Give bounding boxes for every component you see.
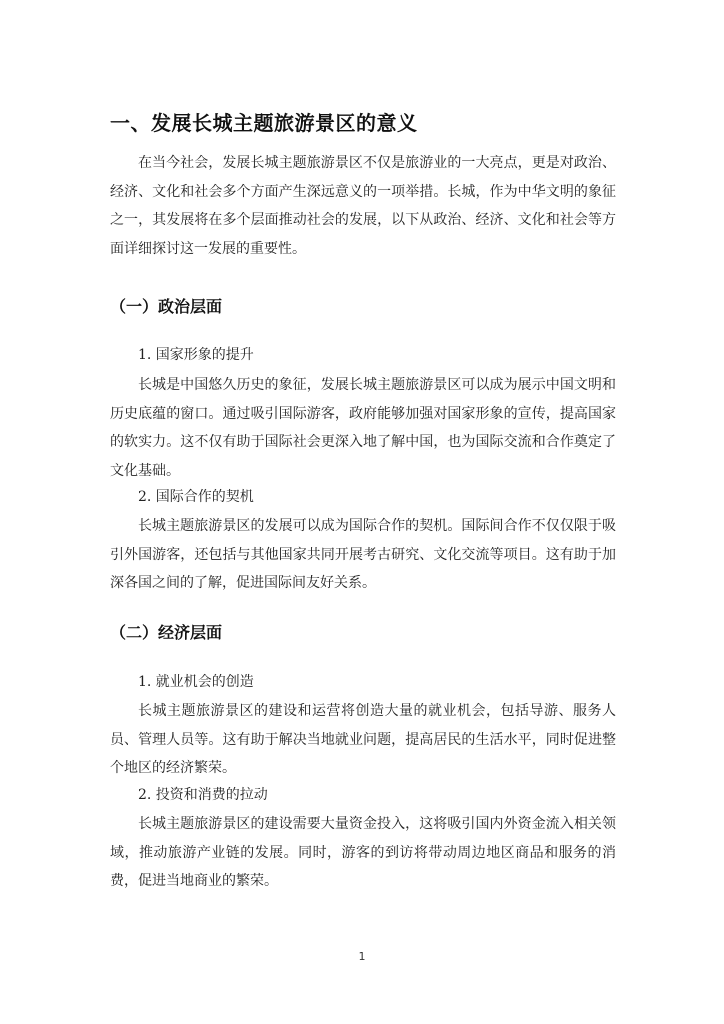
paragraph-international-cooperation: 长城主题旅游景区的发展可以成为国际合作的契机。国际间合作不仅仅限于吸引外国游客，还包括与其他国家共同开展考古研究、文化交流等项目。这有助于加深各国之间的了解，促进国际间友好关系。 bbox=[110, 518, 616, 591]
subheading-employment: 1. 就业机会的创造 bbox=[138, 674, 254, 690]
page-title: 一、发展长城主题旅游景区的意义 bbox=[110, 111, 418, 135]
subheading-investment: 2. 投资和消费的拉动 bbox=[138, 787, 268, 803]
subheading-national-image: 1. 国家形象的提升 bbox=[138, 347, 254, 363]
section-heading-politics: （一）政治层面 bbox=[110, 297, 223, 316]
page-number: 1 bbox=[358, 950, 366, 963]
paragraph-national-image: 长城是中国悠久历史的象征，发展长城主题旅游景区可以成为展示中国文明和历史底蕴的窗口。通过吸引国际游客，政府能够加强对国家形象的宣传，提高国家的软实力。这不仅有助于国际社会更深入地了解中国，也为国际交流和合作奠定了文化基础。 bbox=[110, 377, 616, 479]
paragraph-investment: 长城主题旅游景区的建设需要大量资金投入，这将吸引国内外资金流入相关领域，推动旅游产业链的发展。同时，游客的到访将带动周边地区商品和服务的消费，促进当地商业的繁荣。 bbox=[110, 816, 616, 889]
paragraph-employment: 长城主题旅游景区的建设和运营将创造大量的就业机会，包括导游、服务人员、管理人员等。这有助于解决当地就业问题，提高居民的生活水平，同时促进整个地区的经济繁荣。 bbox=[110, 703, 616, 776]
subheading-international-cooperation: 2. 国际合作的契机 bbox=[138, 489, 254, 505]
section-heading-economy: （二）经济层面 bbox=[110, 623, 223, 642]
intro-paragraph: 在当今社会，发展长城主题旅游景区不仅是旅游业的一大亮点，更是对政治、经济、文化和社会多个方面产生深远意义的一项举措。长城，作为中华文明的象征之一，其发展将在多个层面推动社会的发展，以下从政治、经济、文化和社会等方面详细探讨这一发展的重要性。 bbox=[110, 155, 616, 257]
